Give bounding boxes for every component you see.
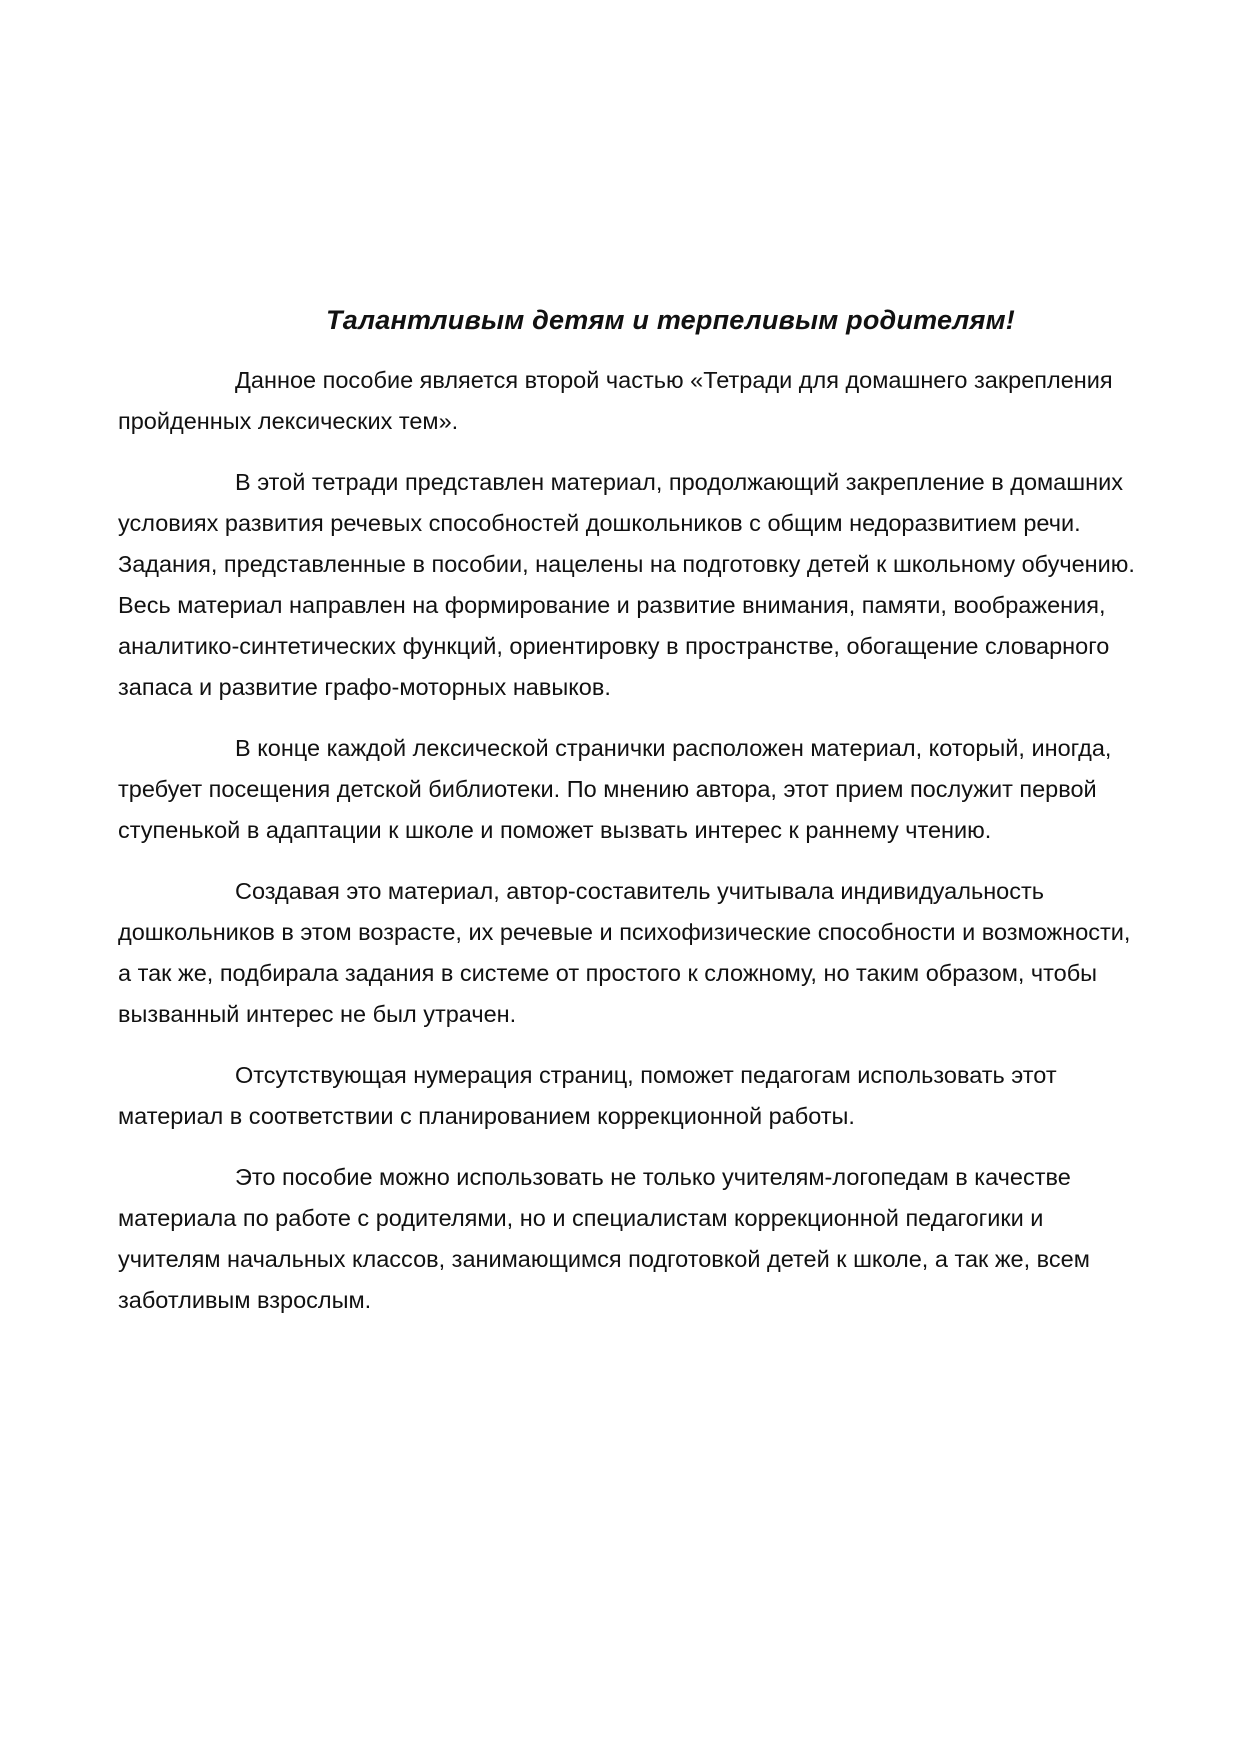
paragraph-individual-approach: Создавая это материал, автор-составитель учитывала индивидуальность дошкольников в этом возрасте, их речевые и психофизические способности и возможности, а так же, подбирала задания в системе от простого к сложному, но таким образом, чтобы вызванный интерес не был утрачен.	[118, 878, 1131, 1027]
document-body	[118, 300, 1148, 1341]
paragraph-intro: Данное пособие является второй частью «Тетради для домашнего закрепления пройденных лексических тем».	[118, 367, 1113, 434]
paragraph-content-description: В этой тетради представлен материал, продолжающий закрепление в домашних условиях развития речевых способностей дошкольников с общим недоразвитием речи. Задания, представленные в пособии, нацелены на подготовку детей к школьному обучению. Весь материал направлен на формирование и развитие внимания, памяти, воображения, аналитико-синтетических функций, ориентировку в пространстве, обогащение словарного запаса и развитие графо-моторных навыков.	[118, 469, 1135, 700]
paragraph-page-numbering: Отсутствующая нумерация страниц, поможет педагогам использовать этот материал в соответствии с планированием коррекционной работы.	[118, 1062, 1057, 1129]
paragraph-library-visits: В конце каждой лексической странички расположен материал, который, иногда, требует посещения детской библиотеки. По мнению автора, этот прием послужит первой ступенькой в адаптации к школе и поможет вызвать интерес к раннему чтению.	[118, 735, 1112, 843]
paragraph-audience: Это пособие можно использовать не только учителям-логопедам в качестве материала по работе с родителями, но и специалистам коррекционной педагогики и учителям начальных классов, занимающимся подготовкой детей к школе, а так же, всем заботливым взрослым.	[118, 1164, 1090, 1313]
document-title: Талантливым детям и терпеливым родителям!	[326, 305, 1015, 335]
